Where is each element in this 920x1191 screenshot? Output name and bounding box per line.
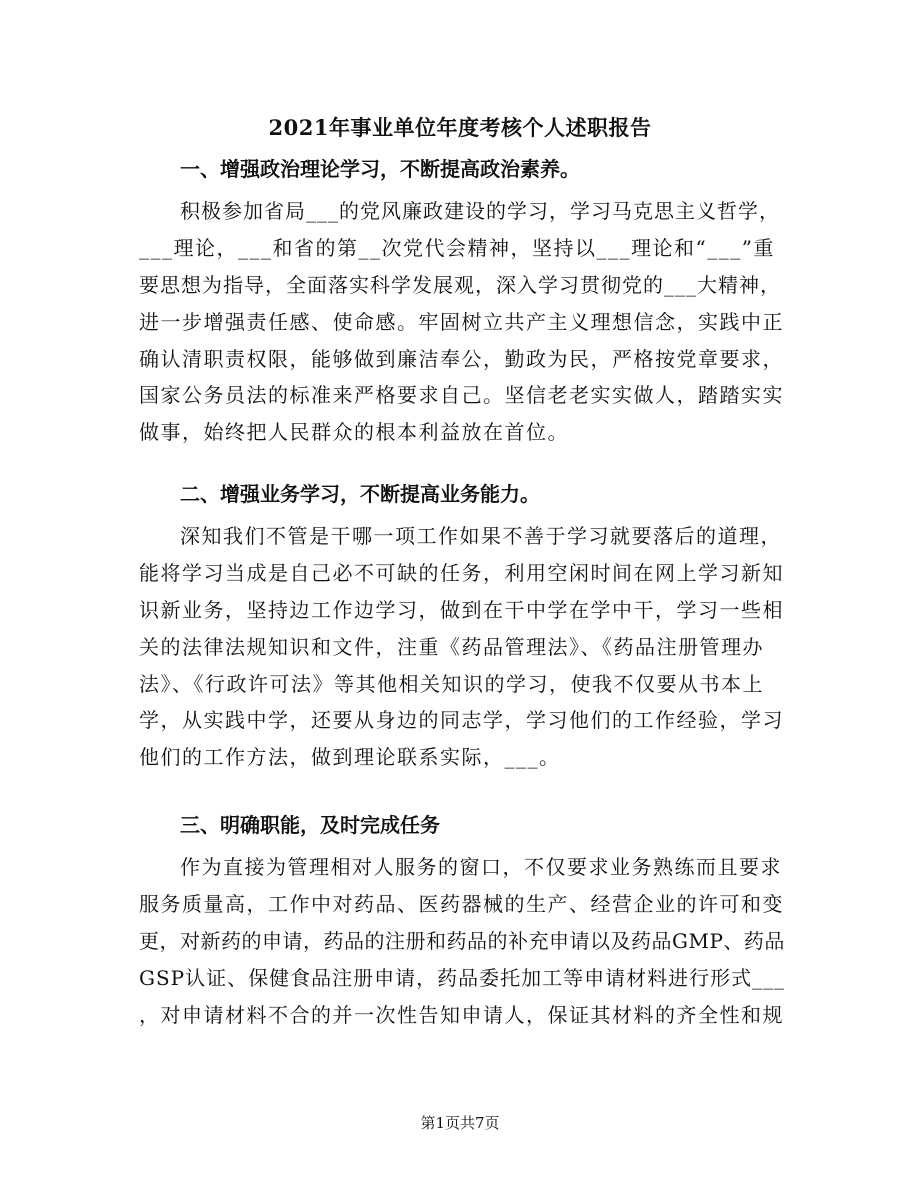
paragraph-line: 更，对新药的申请，药品的注册和药品的补充申请以及药品GMP、药品 xyxy=(139,928,785,953)
page-number-footer: 第1页共7页 xyxy=(420,1114,500,1132)
paragraph-line: 进一步增强责任感、使命感。牢固树立共产主义理想信念，实践中正 xyxy=(139,309,784,334)
section-body-2 xyxy=(139,518,787,776)
section-heading-1: 一、增强政治理论学习，不断提高政治素养。 xyxy=(180,157,580,181)
section-body-3 xyxy=(139,849,787,1033)
paragraph-line: 识新业务，坚持边工作边学习，做到在干中学在学中干，学习一些相 xyxy=(139,597,784,622)
paragraph-line: 深知我们不管是干哪一项工作如果不善于学习就要落后的道理， xyxy=(180,524,782,548)
paragraph-line: 他们的工作方法，做到理论联系实际，___。 xyxy=(139,745,561,770)
section-heading-2: 二、增强业务学习，不断提高业务能力。 xyxy=(180,482,540,506)
paragraph-line: 关的法律法规知识和文件，注重《药品管理法》、《药品注册管理办 xyxy=(139,634,764,659)
paragraph-line: 服务质量高，工作中对药品、医药器械的生产、经营企业的许可和变 xyxy=(139,891,784,916)
paragraph-line: 做事，始终把人民群众的根本利益放在首位。 xyxy=(139,420,569,445)
paragraph-line: 学，从实践中学，还要从身边的同志学，学习他们的工作经验，学习 xyxy=(139,708,784,733)
document-title: 2021年事业单位年度考核个人述职报告 xyxy=(268,115,652,140)
paragraph-line: GSP认证、保健食品注册申请，药品委托加工等申请材料进行形式___ xyxy=(139,965,786,990)
section-heading-3: 三、明确职能，及时完成任务 xyxy=(180,813,440,837)
paragraph-line: 作为直接为管理相对人服务的窗口，不仅要求业务熟练而且要求 xyxy=(180,855,782,879)
paragraph-line: ，对申请材料不合的并一次性告知申请人，保证其材料的齐全性和规 xyxy=(139,1002,784,1027)
section-body-1 xyxy=(139,193,787,451)
paragraph-line: ___理论，___和省的第__次党代会精神，坚持以___理论和“___”重 xyxy=(139,235,775,260)
paragraph-line: 积极参加省局___的党风廉政建设的学习，学习马克思主义哲学， xyxy=(180,199,780,223)
paragraph-line: 确认清职责权限，能够做到廉洁奉公，勤政为民，严格按党章要求， xyxy=(139,346,784,371)
paragraph-line: 国家公务员法的标准来严格要求自己。坚信老老实实做人，踏踏实实 xyxy=(139,383,784,408)
paragraph-line: 要思想为指导，全面落实科学发展观，深入学习贯彻党的___大精神， xyxy=(139,272,781,297)
paragraph-line: 法》、《行政许可法》等其他相关知识的学习，使我不仅要从书本上 xyxy=(139,671,764,696)
paragraph-line: 能将学习当成是自己必不可缺的任务，利用空闲时间在网上学习新知 xyxy=(139,560,784,585)
